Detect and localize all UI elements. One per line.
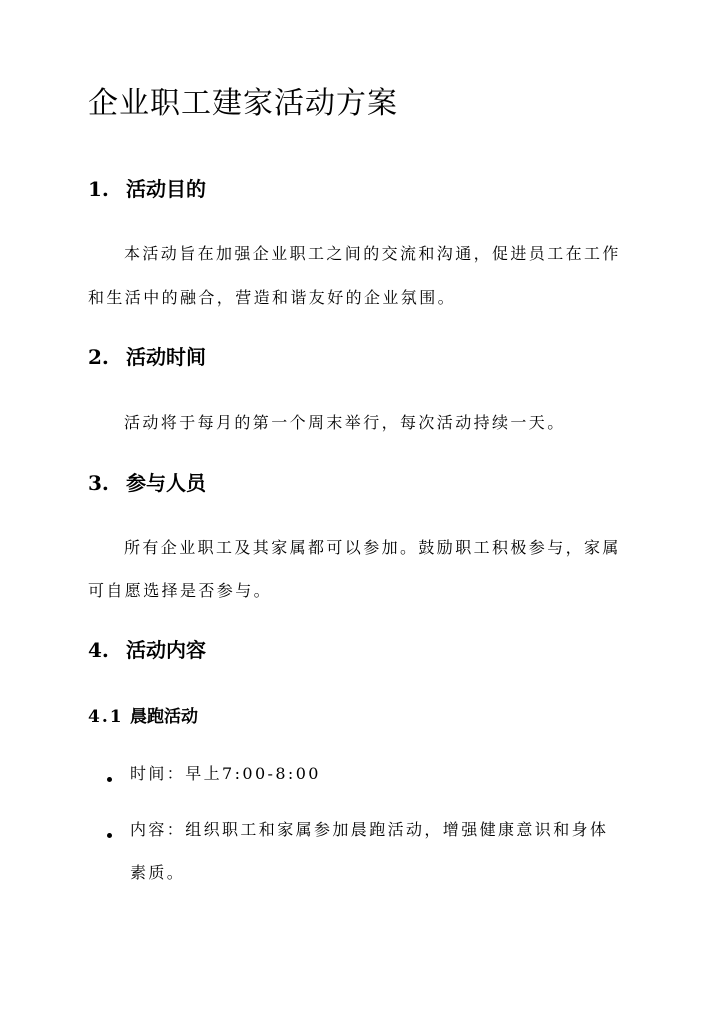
paragraph-line: 所有企业职工及其家属都可以参加。鼓励职工积极参与，家属	[124, 538, 621, 557]
bullet-dot	[107, 777, 112, 782]
section-title: 活动时间	[126, 345, 206, 369]
paragraph-line: 可自愿选择是否参与。	[88, 581, 273, 600]
section-number: 2.	[88, 345, 109, 369]
paragraph-line: 和生活中的融合，营造和谐友好的企业氛围。	[88, 288, 457, 307]
bullet-line: 时间：早上7:00-8:00	[130, 764, 321, 783]
section-heading-participants	[88, 469, 206, 497]
subsection-title: 晨跑活动	[130, 707, 198, 727]
section-number: 1.	[88, 177, 109, 201]
subsection-number: 4.1	[88, 707, 124, 727]
section-number: 4.	[88, 638, 109, 662]
subsection-heading-morning-run	[88, 705, 198, 729]
bullet-line: 内容：组织职工和家属参加晨跑活动，增强健康意识和身体	[130, 820, 609, 839]
section-number: 3.	[88, 471, 109, 495]
section-heading-content	[88, 636, 206, 664]
bullet-dot	[107, 833, 112, 838]
bullet-line: 素质。	[130, 863, 186, 882]
section-title: 活动内容	[126, 638, 206, 662]
paragraph-line: 活动将于每月的第一个周末举行，每次活动持续一天。	[124, 413, 566, 432]
section-title: 活动目的	[126, 177, 206, 201]
paragraph-line: 本活动旨在加强企业职工之间的交流和沟通，促进员工在工作	[124, 244, 621, 263]
section-title: 参与人员	[126, 471, 206, 495]
document-title: 企业职工建家活动方案	[88, 86, 398, 121]
section-heading-time	[88, 343, 206, 371]
section-heading-purpose	[88, 175, 206, 203]
